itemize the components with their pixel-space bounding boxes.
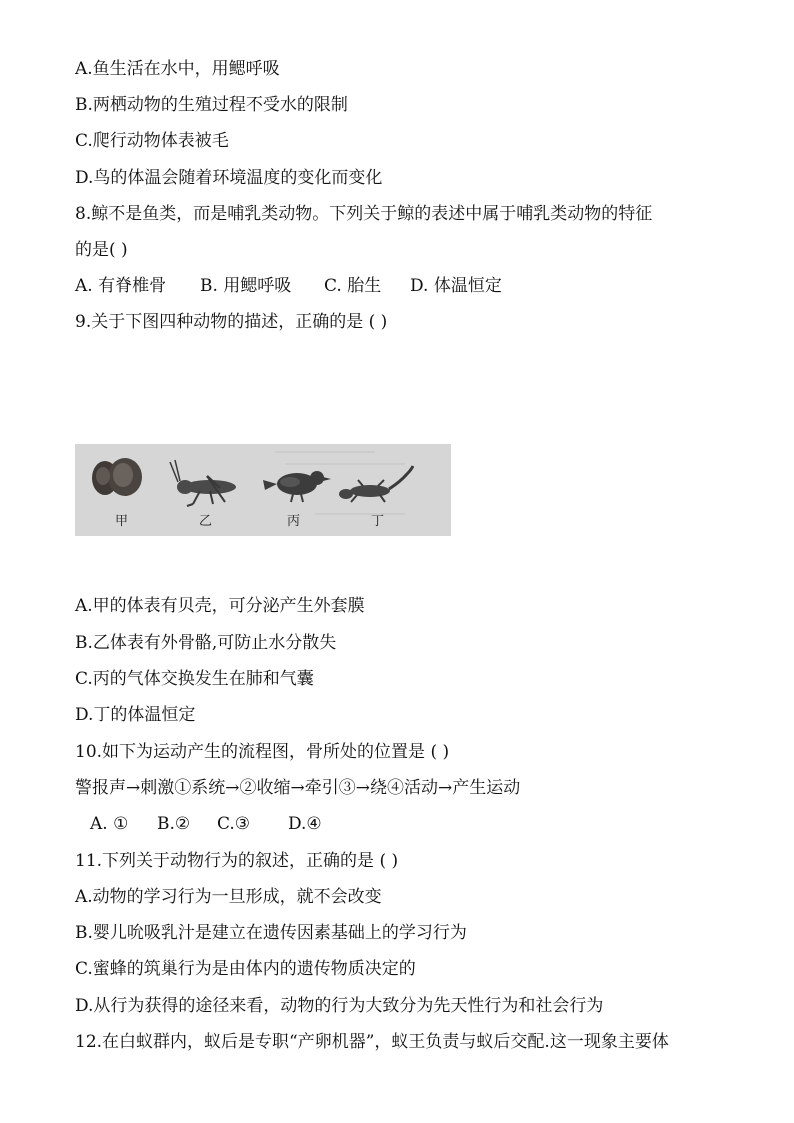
lizard-icon <box>339 466 413 502</box>
q7-option-a: A.鱼生活在水中，用鳃呼吸 <box>75 59 280 79</box>
q11-option-b: B.婴儿吮吸乳汁是建立在遗传因素基础上的学习行为 <box>75 923 467 943</box>
q9-option-c: C.丙的气体交换发生在肺和气囊 <box>75 669 314 689</box>
q9-option-d: D.丁的体温恒定 <box>75 705 196 725</box>
q12-stem: 12.在白蚁群内，蚁后是专职“产卵机器”，蚁王负责与蚁后交配.这一现象主要体 <box>75 1032 669 1052</box>
q9-stem: 9.关于下图四种动物的描述，正确的是 ( ) <box>75 312 388 332</box>
q8-option-b: B. 用鳃呼吸 <box>200 276 292 296</box>
q8-option-a: A. 有脊椎骨 <box>75 276 167 296</box>
figure-label-jia: 甲 <box>115 514 129 529</box>
q10-option-c: C.③ <box>217 814 251 834</box>
figure-label-ding: 丁 <box>371 514 385 529</box>
figure-label-yi: 乙 <box>199 514 213 529</box>
q11-stem: 11.下列关于动物行为的叙述，正确的是 ( ) <box>75 851 399 871</box>
grasshopper-icon <box>170 460 236 506</box>
q8-options <box>75 274 502 298</box>
q9-option-b: B.乙体表有外骨骼,可防止水分散失 <box>75 633 337 653</box>
animals-illustration <box>75 444 451 536</box>
q7-option-b: B.两栖动物的生殖过程不受水的限制 <box>75 95 348 115</box>
q10-option-d: D.④ <box>288 814 322 834</box>
q10-option-b: B.② <box>157 814 191 834</box>
q8-option-c: C. 胎生 <box>324 276 382 296</box>
q11-option-d: D.从行为获得的途径来看，动物的行为大致分为先天性行为和社会行为 <box>75 996 604 1016</box>
clam-icon <box>92 458 142 496</box>
figure-label-bing: 丙 <box>287 514 301 529</box>
q7-option-d: D.鸟的体温会随着环境温度的变化而变化 <box>75 168 383 188</box>
q10-flow: 警报声→刺激①系统→②收缩→牵引③→绕④活动→产生运动 <box>75 778 521 798</box>
q9-option-a: A.甲的体表有贝壳，可分泌产生外套膜 <box>75 596 365 616</box>
q11-option-a: A.动物的学习行为一旦形成，就不会改变 <box>75 887 382 907</box>
q8-option-d: D. 体温恒定 <box>410 276 502 296</box>
q11-option-c: C.蜜蜂的筑巢行为是由体内的遗传物质决定的 <box>75 959 416 979</box>
q8-stem-line2: 的是( ) <box>75 240 128 260</box>
q10-stem: 10.如下为运动产生的流程图，骨所处的位置是 ( ) <box>75 742 450 762</box>
q10-options <box>90 812 322 836</box>
animals-figure <box>75 444 451 536</box>
q7-option-c: C.爬行动物体表被毛 <box>75 131 229 151</box>
q10-option-a: A. ① <box>90 814 129 834</box>
q8-stem-line1: 8.鲸不是鱼类，而是哺乳类动物。下列关于鲸的表述中属于哺乳类动物的特征 <box>75 204 653 224</box>
bird-icon <box>263 471 331 502</box>
